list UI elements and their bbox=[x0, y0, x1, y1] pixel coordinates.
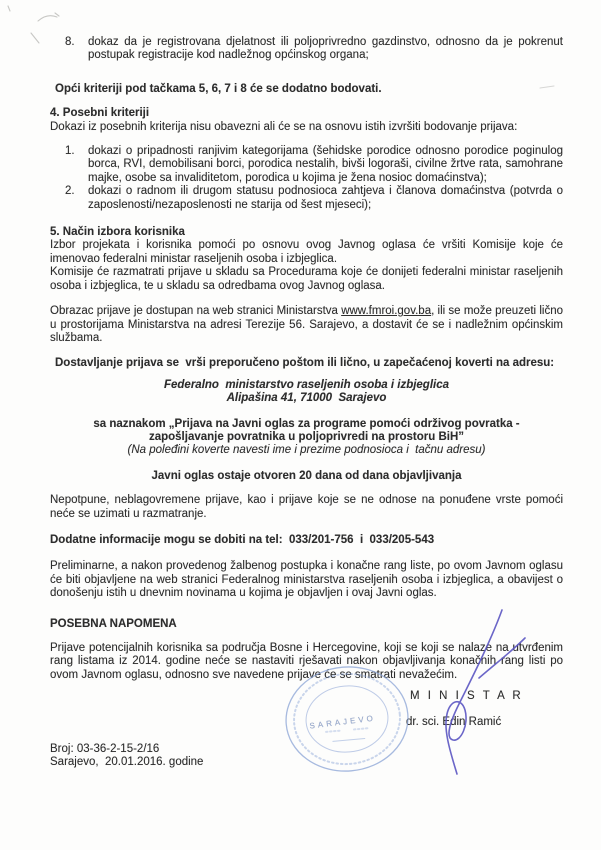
open-duration-notice: Javni oglas ostaje otvoren 20 dana od dana objavljivanja bbox=[151, 469, 462, 482]
section-5-paragraph-2: Komisije će razmatrati prijave u skladu sa Procedurama koje će donijeti federalni ministar raseljenih osoba i izbjeglica, te u skladu sa odredbama ovog Javnog oglasa. bbox=[50, 266, 563, 292]
document-footer bbox=[50, 743, 563, 770]
section-4-intro: Dokazi iz posebnih kriterija nisu obavezni ali će se na osnovu istih izvršiti bodovanje prijava: bbox=[50, 120, 518, 133]
list-number: 2. bbox=[65, 185, 75, 198]
address-line-2: Alipašina 41, 71000 Sarajevo bbox=[226, 392, 387, 405]
signature-block bbox=[406, 690, 563, 729]
contact-info: Dodatne informacije mogu se dobiti na tel: 033/201-756 i 033/205-543 bbox=[50, 533, 435, 546]
list-item-1 bbox=[50, 145, 563, 185]
form-paragraph-before: Obrazac prijave je dostupan na web stranici Ministarstva bbox=[50, 305, 342, 318]
address-line-1: Federalno ministarstvo raseljenih osoba i izbjeglica bbox=[163, 378, 450, 391]
section-5-heading: 5. Način izbora korisnika bbox=[50, 226, 185, 239]
delivery-instruction: Dostavljanje prijava se vrši preporučeno poštom ili lično, u zapečaćenoj koverti na adresu: bbox=[55, 357, 555, 370]
stamp-city-text: SARAJEVO bbox=[309, 713, 377, 731]
general-criteria-note: Opći kriteriji pod tačkama 5, 6, 7 i 8 će se dodatno bodovati. bbox=[55, 82, 382, 95]
list-item-1-text: dokazi o pripadnosti ranjivim kategorijama (šehidske porodice odnosno porodice poginulog borca, RVI, demobilisani borci, porodica nestalih, bivši logoraši, civilne žrtve rata, samohrane majke, osobe sa invaliditetom, porodica u kojima je žena nosioc domaćinstva); bbox=[88, 145, 563, 184]
list-number: 1. bbox=[65, 145, 75, 158]
application-form-paragraph bbox=[50, 305, 563, 345]
incomplete-applications-note: Nepotpune, neblagovremene prijave, kao i prijave koje se ne odnose na ponuđene vrste pomoći neće se uzimati u razmatranje. bbox=[50, 494, 563, 520]
section-4-heading: 4. Posebni kriteriji bbox=[50, 107, 150, 120]
envelope-note-line-1: sa naznakom „Prijava na Javni oglas za programe pomoći održivog povratka - bbox=[93, 417, 520, 430]
list-item-2-text: dokazi o radnom ili drugom statusu podnosioca zahtjeva i članova domaćinstva (potvrda o zaposlenosti/nezaposlenosti ne starija od šest mjeseci); bbox=[88, 185, 563, 211]
envelope-back-note: (Na poleđini koverte navesti ime i prezime podnosioca i tačnu adresu) bbox=[127, 444, 486, 457]
reference-number: Broj: 03-36-2-15-2/16 bbox=[50, 743, 160, 756]
special-note-text: Prijave potencijalnih korisnika sa područja Bosne i Hercegovine, koji se koji se nalaze na utvrđenim rang listama iz 2014. godine neće se nastaviti rješavati nakon objavljivanja konačnih rang listi po ovom Javnom oglasu, odnosno sve navedene prijave će se smatrati nevažećim. bbox=[50, 642, 563, 681]
preliminary-lists-note: Preliminarne, a nakon provedenog žalbenog postupka i konačne rang liste, po ovom Javnom oglasu će biti objavljene na web stranici Federalnog ministarstva raseljenih osoba i izbjeglica, a obavijest o donošenju istih u dnevnim novinama u kojima je objavljen i ovaj Javni oglas. bbox=[50, 560, 563, 600]
minister-name: dr. sci. Edin Ramić bbox=[406, 715, 502, 728]
envelope-note-line-2: zapošljavanje povratnika u poljoprivredi na prostoru BiH” bbox=[148, 430, 465, 443]
list-item-2 bbox=[50, 185, 563, 212]
ministry-website-link: www.fmroi.gov.ba bbox=[341, 305, 432, 318]
section-5-paragraph-1: Izbor projekata i korisnika pomoći po osnovu ovog Javnog oglasa će vršiti Komisije koje će imenovao federalni ministar raseljenih osoba i izbjeglica. bbox=[50, 239, 563, 265]
list-number: 8. bbox=[65, 36, 75, 48]
list-item-8 bbox=[50, 36, 563, 63]
special-note-heading: POSEBNA NAPOMENA bbox=[50, 617, 177, 630]
minister-title: M I N I S T A R bbox=[410, 690, 524, 703]
form-paragraph-after: , ili se može preuzeti lično u prostorijama Ministarstva na adresi Terezije 56. Sarajevo, a dostavit će se i nadležnim općinskim službama. bbox=[50, 305, 563, 344]
special-criteria-list bbox=[50, 145, 563, 212]
list-item-8-text: dokaz da je registrovana djelatnost ili poljoprivredno gazdinstvo, odnosno da je pokrenut postupak registracije kod nadležnog općinskog organa; bbox=[88, 36, 563, 62]
reference-date: Sarajevo, 20.01.2016. godine bbox=[50, 756, 204, 769]
